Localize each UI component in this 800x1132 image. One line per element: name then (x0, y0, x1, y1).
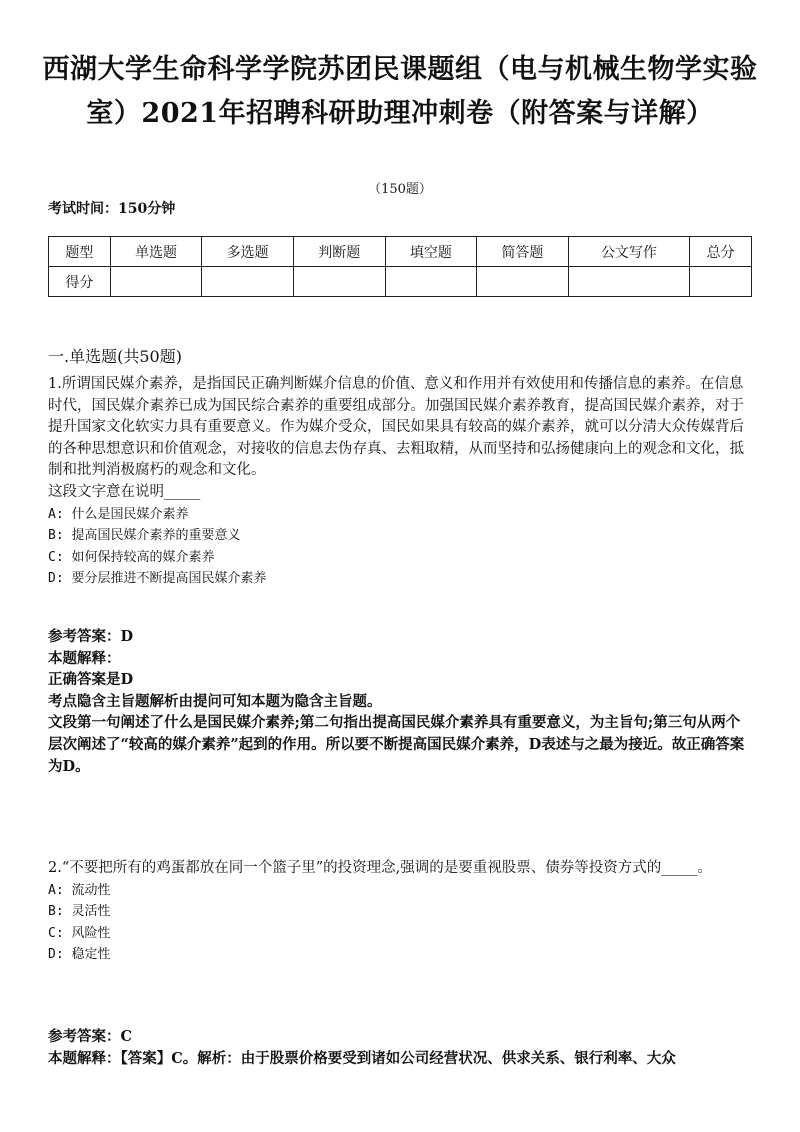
option-b: B: 提高国民媒介素养的重要意义 (48, 528, 241, 544)
score-cell (202, 267, 294, 297)
header-cell: 单选题 (110, 237, 202, 267)
question-1 (48, 374, 754, 590)
explanation-line: 考点隐含主旨题解析由提问可知本题为隐含主旨题。 (48, 692, 382, 710)
score-table-score-row (49, 267, 752, 297)
section-heading: 一.单选题(共50题) (48, 347, 182, 366)
option-b: B: 灵活性 (48, 904, 111, 920)
header-cell: 简答题 (477, 237, 569, 267)
question-1-answer (48, 626, 754, 777)
score-cell (568, 267, 689, 297)
option-d: D: 要分层推进不断提高国民媒介素养 (48, 571, 267, 587)
question-stem: 1.所谓国民媒介素养，是指国民正确判断媒介信息的价值、意义和作用并有效使用和传播信息的素养。在信息时代，国民媒介素养已成为国民综合素养的重要组成部分。加强国民媒介素养教育，提高国民媒介素养，对于提升国家文化软实力具有重要意义。作为媒介受众，国民如果具有较高的媒介素养，就可以分清大众传媒背后的各种思想意识和价值观念，对接收的信息去伪存真、去粗取精，从而坚持和弘扬健康向上的观念和文化，抵制和批判消极腐朽的观念和文化。 (48, 376, 744, 479)
correct-answer: 正确答案是D (48, 671, 134, 689)
score-table (48, 236, 752, 297)
score-cell (690, 267, 752, 297)
document-title: 西湖大学生命科学学院苏团民课题组（电与机械生物学实验室）2021年招聘科研助理冲刺卷（附答案与详解） (42, 54, 758, 129)
header-cell: 判断题 (293, 237, 385, 267)
header-cell: 公文写作 (568, 237, 689, 267)
explanation-row (48, 1048, 754, 1070)
header-cell: 题型 (49, 237, 111, 267)
exam-time: 考试时间：150分钟 (48, 201, 176, 217)
reference-answer: 参考答案：C (48, 1028, 133, 1045)
score-row-label: 得分 (49, 267, 111, 297)
option-a: A: 什么是国民媒介素养 (48, 506, 189, 522)
explanation-body: 【答案】C。解析：由于股票价格要受到诸如公司经营状况、供求关系、银行利率、大众 (120, 1049, 676, 1067)
score-cell (477, 267, 569, 297)
explanation-label: 本题解释： (48, 649, 121, 667)
explanation-body: 文段第一句阐述了什么是国民媒介素养;第二句指出提高国民媒介素养具有重要意义，为主旨句;第三句从两个层次阐述了“较高的媒介素养”起到的作用。所以要不断提高国民媒介素养，D表述与之最为接近。故正确答案为D。 (48, 714, 745, 775)
header-cell: 填空题 (385, 237, 477, 267)
option-a: A: 流动性 (48, 882, 111, 898)
question-count: （150题） (368, 182, 432, 197)
question-2-answer (48, 1026, 754, 1069)
option-c: C: 如何保持较高的媒介素养 (48, 549, 215, 565)
question-prompt: 这段文字意在说明_____ (48, 483, 201, 500)
question-2 (48, 858, 754, 966)
header-cell: 多选题 (202, 237, 294, 267)
header-cell: 总分 (690, 237, 752, 267)
score-cell (293, 267, 385, 297)
question-stem: 2.“不要把所有的鸡蛋都放在同一个篮子里”的投资理念,强调的是要重视股票、债券等投资方式的_____。 (48, 860, 713, 876)
score-table-header-row (49, 237, 752, 267)
explanation-label: 本题解释： (48, 1049, 121, 1067)
score-cell (385, 267, 477, 297)
option-d: D: 稳定性 (48, 947, 111, 963)
score-cell (110, 267, 202, 297)
option-c: C: 风险性 (48, 925, 111, 941)
reference-answer: 参考答案：D (48, 628, 134, 645)
